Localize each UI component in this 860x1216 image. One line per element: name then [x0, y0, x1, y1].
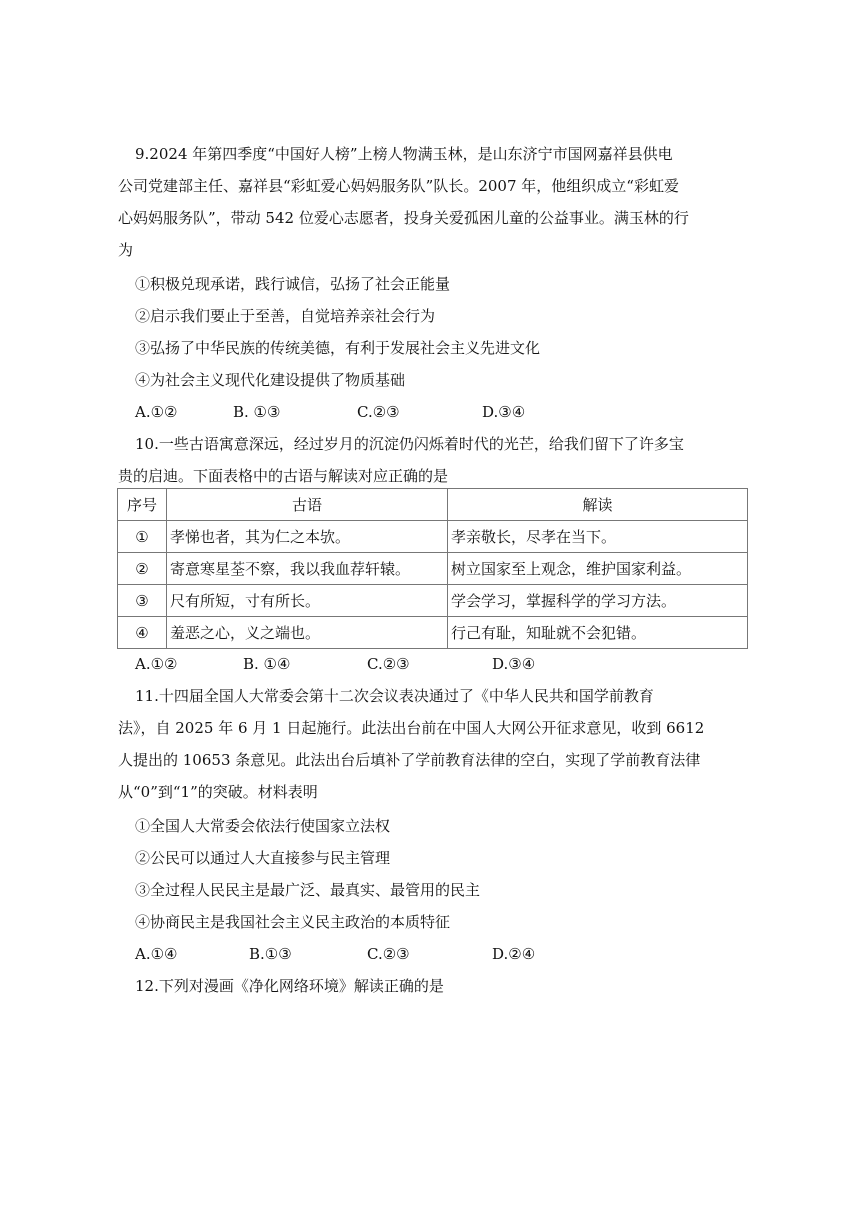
table-row — [118, 521, 748, 553]
q11-option-a: A.①④ — [135, 945, 178, 963]
q11-item-1: ①全国人大常委会依法行使国家立法权 — [135, 817, 391, 835]
q9-stem-line-3: 心妈妈服务队”，带动 542 位爱心志愿者，投身关爱孤困儿童的公益事业。满玉林的行 — [118, 209, 689, 227]
row-interpretation: 行己有耻，知耻就不会犯错。 — [448, 617, 748, 649]
q11-option-d: D.②④ — [492, 945, 536, 963]
q10-stem-line-2: 贵的启迪。下面表格中的古语与解读对应正确的是 — [118, 467, 449, 485]
q11-item-4: ④协商民主是我国社会主义民主政治的本质特征 — [135, 913, 451, 931]
header-proverb: 古语 — [167, 489, 448, 521]
q9-option-a: A.①② — [135, 403, 178, 421]
row-proverb: 尺有所短，寸有所长。 — [167, 585, 448, 617]
q11-item-2: ②公民可以通过人大直接参与民主管理 — [135, 849, 391, 867]
q10-option-d: D.③④ — [492, 655, 536, 673]
row-proverb: 寄意寒星荃不察，我以我血荐轩辕。 — [167, 553, 448, 585]
q9-item-4: ④为社会主义现代化建设提供了物质基础 — [135, 371, 406, 389]
row-proverb: 羞恶之心，义之端也。 — [167, 617, 448, 649]
q9-stem-line-1: 9.2024 年第四季度“中国好人榜”上榜人物满玉林，是山东济宁市国网嘉祥县供电 — [135, 145, 673, 163]
q9-option-d: D.③④ — [482, 403, 526, 421]
row-interpretation: 学会学习，掌握科学的学习方法。 — [448, 585, 748, 617]
q11-option-c: C.②③ — [367, 945, 410, 963]
table-row — [118, 617, 748, 649]
q10-option-c: C.②③ — [367, 655, 410, 673]
q9-option-b: B. ①③ — [233, 403, 281, 421]
row-index: ① — [118, 521, 167, 553]
q10-option-a: A.①② — [135, 655, 178, 673]
header-interpretation: 解读 — [448, 489, 748, 521]
header-index: 序号 — [118, 489, 167, 521]
row-index: ④ — [118, 617, 167, 649]
q11-stem-line-4: 从“0”到“1”的突破。材料表明 — [118, 783, 318, 801]
q9-option-c: C.②③ — [357, 403, 400, 421]
row-interpretation: 孝亲敬长，尽孝在当下。 — [448, 521, 748, 553]
q11-option-b: B.①③ — [249, 945, 292, 963]
q10-stem-line-1: 10.一些古语寓意深远，经过岁月的沉淀仍闪烁着时代的光芒，给我们留下了许多宝 — [135, 435, 684, 453]
q11-stem-line-2: 法》，自 2025 年 6 月 1 日起施行。此法出台前在中国人大网公开征求意见，收到 6612 — [118, 719, 705, 737]
q11-item-3: ③全过程人民民主是最广泛、最真实、最管用的民主 — [135, 881, 481, 899]
q9-stem-line-4: 为 — [118, 241, 134, 259]
row-interpretation: 树立国家至上观念，维护国家利益。 — [448, 553, 748, 585]
table-header-row — [118, 489, 748, 521]
q9-stem-line-2: 公司党建部主任、嘉祥县“彩虹爱心妈妈服务队”队长。2007 年，他组织成立“彩虹爱 — [118, 177, 679, 195]
table-row — [118, 585, 748, 617]
q9-item-1: ①积极兑现承诺，践行诚信，弘扬了社会正能量 — [135, 275, 451, 293]
row-index: ② — [118, 553, 167, 585]
q11-stem-line-1: 11.十四届全国人大常委会第十二次会议表决通过了《中华人民共和国学前教育 — [135, 687, 654, 705]
q10-option-b: B. ①④ — [243, 655, 291, 673]
table-row — [118, 553, 748, 585]
proverb-table — [117, 488, 748, 649]
q12-stem: 12.下列对漫画《净化网络环境》解读正确的是 — [135, 977, 444, 995]
row-proverb: 孝悌也者，其为仁之本欤。 — [167, 521, 448, 553]
q11-stem-line-3: 人提出的 10653 条意见。此法出台后填补了学前教育法律的空白，实现了学前教育法律 — [118, 751, 701, 769]
row-index: ③ — [118, 585, 167, 617]
q9-item-2: ②启示我们要止于至善，自觉培养亲社会行为 — [135, 307, 436, 325]
q9-item-3: ③弘扬了中华民族的传统美德，有利于发展社会主义先进文化 — [135, 339, 541, 357]
